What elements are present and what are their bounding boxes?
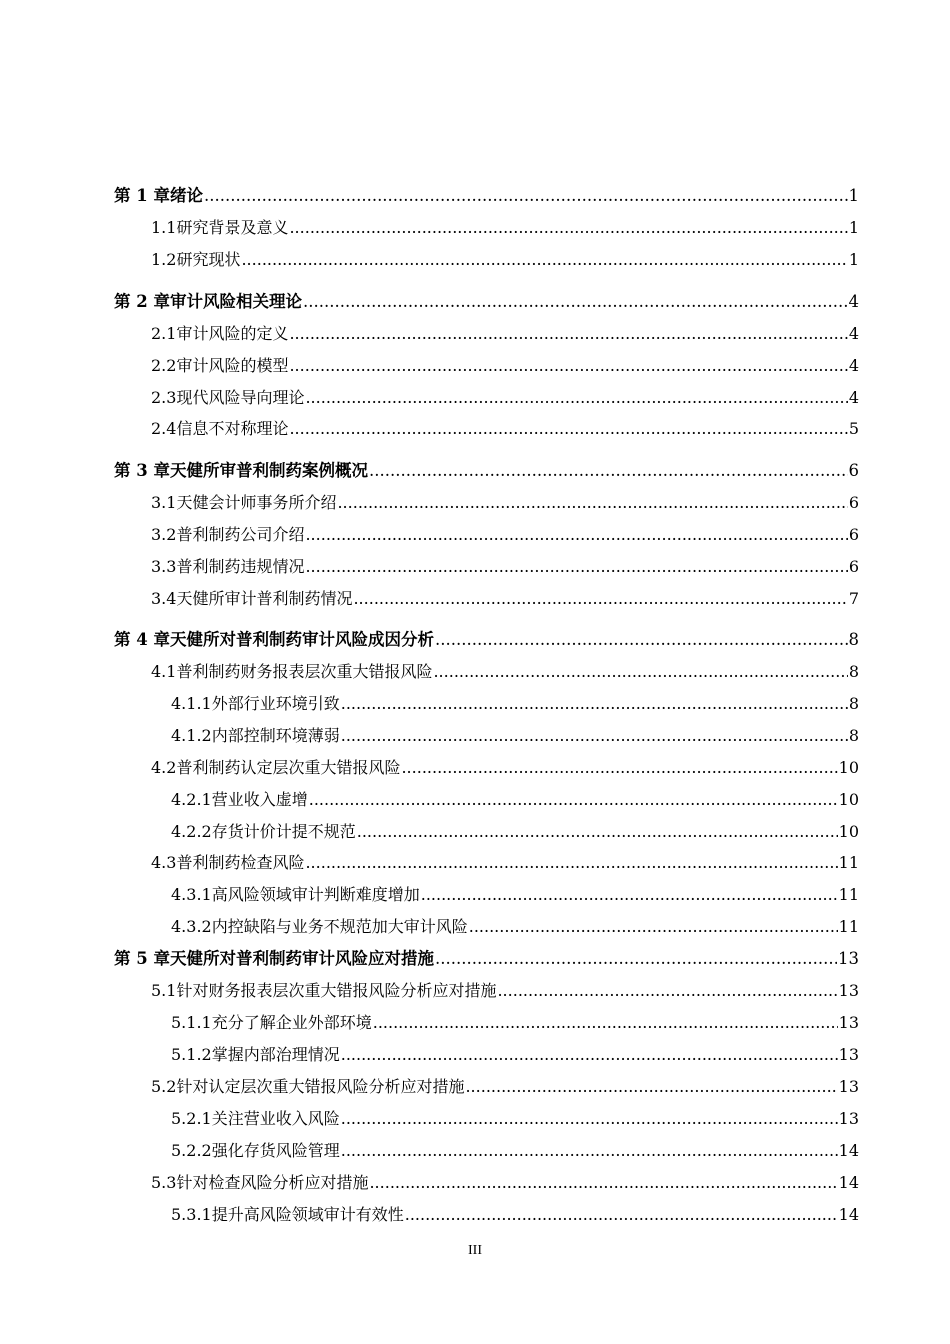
toc-entry-number: 4.2.1 — [171, 790, 212, 809]
toc-entry-title: 高风险领域审计判断难度增加 — [211, 885, 420, 904]
toc-entry-title: 强化存货风险管理 — [211, 1141, 340, 1160]
toc-entry-title: 普利制药公司介绍 — [176, 525, 305, 544]
toc-entry-page: 7 — [848, 589, 859, 608]
toc-entry-number: 2.2 — [151, 356, 177, 375]
dot-leader — [289, 419, 847, 439]
toc-entry-number: 3.3 — [151, 557, 177, 576]
toc-entry-number: 第 3 章 — [114, 461, 170, 480]
dot-leader — [435, 630, 848, 650]
toc-entry-number: 4.3.2 — [171, 917, 212, 936]
toc-entry-page: 1 — [848, 186, 859, 205]
dot-leader — [341, 1141, 838, 1161]
dot-leader — [435, 949, 837, 969]
toc-entry-number: 4.2.2 — [171, 822, 212, 841]
dot-leader — [405, 1205, 838, 1225]
toc-section-entry[interactable] — [151, 320, 859, 344]
toc-entry-title: 天健所对普利制药审计风险应对措施 — [169, 949, 434, 968]
toc-entry-page: 8 — [848, 662, 859, 681]
toc-section-entry[interactable] — [151, 521, 859, 545]
toc-entry-page: 4 — [848, 324, 859, 343]
toc-entry-number: 2.3 — [151, 388, 177, 407]
dot-leader — [289, 324, 847, 344]
toc-entry-title: 研究背景及意义 — [176, 218, 289, 237]
toc-subsection-entry[interactable] — [171, 881, 859, 905]
toc-entry-page: 14 — [838, 1205, 859, 1224]
toc-entry-page: 4 — [848, 388, 859, 407]
dot-leader — [305, 853, 837, 873]
toc-entry-title: 研究现状 — [176, 250, 241, 269]
toc-entry-page: 14 — [838, 1173, 859, 1192]
toc-entry-title: 绪论 — [169, 186, 203, 205]
toc-entry-page: 8 — [848, 630, 859, 649]
dot-leader — [341, 1109, 838, 1129]
toc-entry-number: 3.4 — [151, 589, 177, 608]
toc-entry-page: 8 — [848, 726, 859, 745]
toc-entry-page: 6 — [848, 525, 859, 544]
toc-entry-number: 第 1 章 — [114, 186, 170, 205]
toc-subsection-entry[interactable] — [171, 818, 859, 842]
toc-entry-page: 13 — [838, 1045, 859, 1064]
toc-entry-number: 4.2 — [151, 758, 177, 777]
toc-entry-title: 审计风险的定义 — [176, 324, 289, 343]
toc-entry-number: 5.2.2 — [171, 1141, 212, 1160]
dot-leader — [369, 1173, 837, 1193]
toc-subsection-entry[interactable] — [171, 1041, 859, 1065]
toc-subsection-entry[interactable] — [171, 1201, 859, 1225]
toc-entry-title: 审计风险相关理论 — [169, 292, 302, 311]
toc-entry-title: 现代风险导向理论 — [176, 388, 305, 407]
toc-section-entry[interactable] — [151, 1169, 859, 1193]
toc-entry-number: 第 2 章 — [114, 292, 170, 311]
toc-entry-title: 天健会计师事务所介绍 — [176, 493, 337, 512]
toc-subsection-entry[interactable] — [171, 690, 859, 714]
toc-section-entry[interactable] — [151, 1073, 859, 1097]
toc-entry-number: 5.1.2 — [171, 1045, 212, 1064]
toc-section-entry[interactable] — [151, 352, 859, 376]
dot-leader — [305, 388, 847, 408]
toc-section-entry[interactable] — [151, 754, 859, 778]
toc-section-entry[interactable] — [151, 553, 859, 577]
toc-entry-number: 2.1 — [151, 324, 177, 343]
toc-entry-title: 普利制药财务报表层次重大错报风险 — [176, 662, 433, 681]
toc-subsection-entry[interactable] — [171, 1009, 859, 1033]
toc-entry-page: 4 — [848, 356, 859, 375]
toc-entry-page: 14 — [838, 1141, 859, 1160]
toc-entry-number: 5.3 — [151, 1173, 177, 1192]
dot-leader — [305, 525, 847, 545]
toc-entry-page: 5 — [848, 419, 859, 438]
dot-leader — [337, 493, 847, 513]
toc-entry-page: 10 — [838, 822, 859, 841]
toc-entry-number: 4.1 — [151, 662, 177, 681]
toc-entry-page: 13 — [838, 981, 859, 1000]
dot-leader — [204, 186, 848, 206]
toc-entry-title: 掌握内部治理情况 — [211, 1045, 340, 1064]
toc-entry-page: 11 — [838, 853, 859, 872]
toc-subsection-entry[interactable] — [171, 786, 859, 810]
toc-entry-page: 13 — [838, 1013, 859, 1032]
toc-entry-number: 1.2 — [151, 250, 177, 269]
dot-leader — [341, 1045, 838, 1065]
dot-leader — [373, 1013, 838, 1033]
toc-section-entry[interactable] — [151, 214, 859, 238]
toc-entry-number: 3.2 — [151, 525, 177, 544]
toc-entry-title: 审计风险的模型 — [176, 356, 289, 375]
toc-entry-title: 营业收入虚增 — [211, 790, 308, 809]
dot-leader — [303, 292, 848, 312]
toc-entry-number: 5.3.1 — [171, 1205, 212, 1224]
toc-entry-page: 4 — [848, 292, 859, 311]
toc-section-entry[interactable] — [151, 415, 859, 439]
toc-entry-number: 4.1.1 — [171, 694, 212, 713]
dot-leader — [369, 461, 848, 481]
toc-entry-number: 第 4 章 — [114, 630, 170, 649]
toc-entry-title: 关注营业收入风险 — [211, 1109, 340, 1128]
toc-entry-title: 普利制药违规情况 — [176, 557, 305, 576]
toc-chapter-entry[interactable] — [114, 182, 859, 206]
toc-entry-number: 4.1.2 — [171, 726, 212, 745]
toc-entry-number: 4.3.1 — [171, 885, 212, 904]
toc-entry-title: 天健所对普利制药审计风险成因分析 — [169, 630, 434, 649]
toc-subsection-entry[interactable] — [171, 1105, 859, 1129]
toc-section-entry[interactable] — [151, 246, 859, 270]
toc-subsection-entry[interactable] — [171, 722, 859, 746]
dot-leader — [357, 822, 838, 842]
toc-entry-number: 5.2.1 — [171, 1109, 212, 1128]
toc-entry-page: 10 — [838, 790, 859, 809]
toc-entry-title: 提升高风险领域审计有效性 — [211, 1205, 404, 1224]
toc-entry-page: 11 — [838, 885, 859, 904]
toc-entry-title: 针对认定层次重大错报风险分析应对措施 — [176, 1077, 465, 1096]
dot-leader — [289, 356, 847, 376]
toc-entry-number: 5.2 — [151, 1077, 177, 1096]
dot-leader — [433, 662, 847, 682]
toc-entry-page: 13 — [838, 1109, 859, 1128]
toc-entry-title: 内部控制环境薄弱 — [211, 726, 340, 745]
toc-entry-title: 存货计价计提不规范 — [211, 822, 356, 841]
toc-chapter-entry[interactable] — [114, 288, 859, 312]
toc-entry-title: 信息不对称理论 — [176, 419, 289, 438]
toc-section-entry[interactable] — [151, 658, 859, 682]
toc-entry-title: 针对财务报表层次重大错报风险分析应对措施 — [176, 981, 497, 1000]
toc-entry-page: 6 — [848, 493, 859, 512]
page-number-footer: III — [468, 1243, 482, 1258]
toc-entry-title: 针对检查风险分析应对措施 — [176, 1173, 369, 1192]
toc-entry-page: 1 — [848, 250, 859, 269]
toc-chapter-entry[interactable] — [114, 457, 859, 481]
dot-leader — [353, 589, 847, 609]
toc-entry-title: 充分了解企业外部环境 — [211, 1013, 372, 1032]
dot-leader — [309, 790, 838, 810]
dot-leader — [341, 726, 848, 746]
dot-leader — [341, 694, 848, 714]
toc-entry-number: 1.1 — [151, 218, 177, 237]
toc-entry-page: 8 — [848, 694, 859, 713]
toc-entry-number: 5.1.1 — [171, 1013, 212, 1032]
toc-subsection-entry[interactable] — [171, 913, 859, 937]
toc-entry-number: 5.1 — [151, 981, 177, 1000]
toc-entry-page: 13 — [838, 949, 859, 968]
toc-section-entry[interactable] — [151, 384, 859, 408]
toc-entry-title: 普利制药认定层次重大错报风险 — [176, 758, 401, 777]
toc-entry-title: 外部行业环境引致 — [211, 694, 340, 713]
toc-subsection-entry[interactable] — [171, 1137, 859, 1161]
toc-section-entry[interactable] — [151, 489, 859, 513]
toc-entry-page: 6 — [848, 557, 859, 576]
toc-entry-number: 第 5 章 — [114, 949, 170, 968]
dot-leader — [421, 885, 838, 905]
toc-entry-page: 11 — [838, 917, 859, 936]
dot-leader — [465, 1077, 837, 1097]
dot-leader — [469, 917, 838, 937]
toc-entry-number: 2.4 — [151, 419, 177, 438]
toc-entry-page: 1 — [848, 218, 859, 237]
dot-leader — [241, 250, 847, 270]
dot-leader — [305, 557, 847, 577]
dot-leader — [401, 758, 837, 778]
toc-entry-title: 天健所审计普利制药情况 — [176, 589, 353, 608]
toc-entry-page: 10 — [838, 758, 859, 777]
toc-entry-page: 6 — [848, 461, 859, 480]
toc-entry-title: 内控缺陷与业务不规范加大审计风险 — [211, 917, 468, 936]
toc-entry-title: 普利制药检查风险 — [176, 853, 305, 872]
toc-chapter-entry[interactable] — [114, 626, 859, 650]
dot-leader — [497, 981, 837, 1001]
toc-section-entry[interactable] — [151, 585, 859, 609]
dot-leader — [289, 218, 847, 238]
toc-entry-title: 天健所审普利制药案例概况 — [169, 461, 368, 480]
toc-section-entry[interactable] — [151, 849, 859, 873]
toc-entry-page: 13 — [838, 1077, 859, 1096]
toc-section-entry[interactable] — [151, 977, 859, 1001]
toc-entry-number: 4.3 — [151, 853, 177, 872]
toc-chapter-entry[interactable] — [114, 945, 859, 969]
toc-entry-number: 3.1 — [151, 493, 177, 512]
